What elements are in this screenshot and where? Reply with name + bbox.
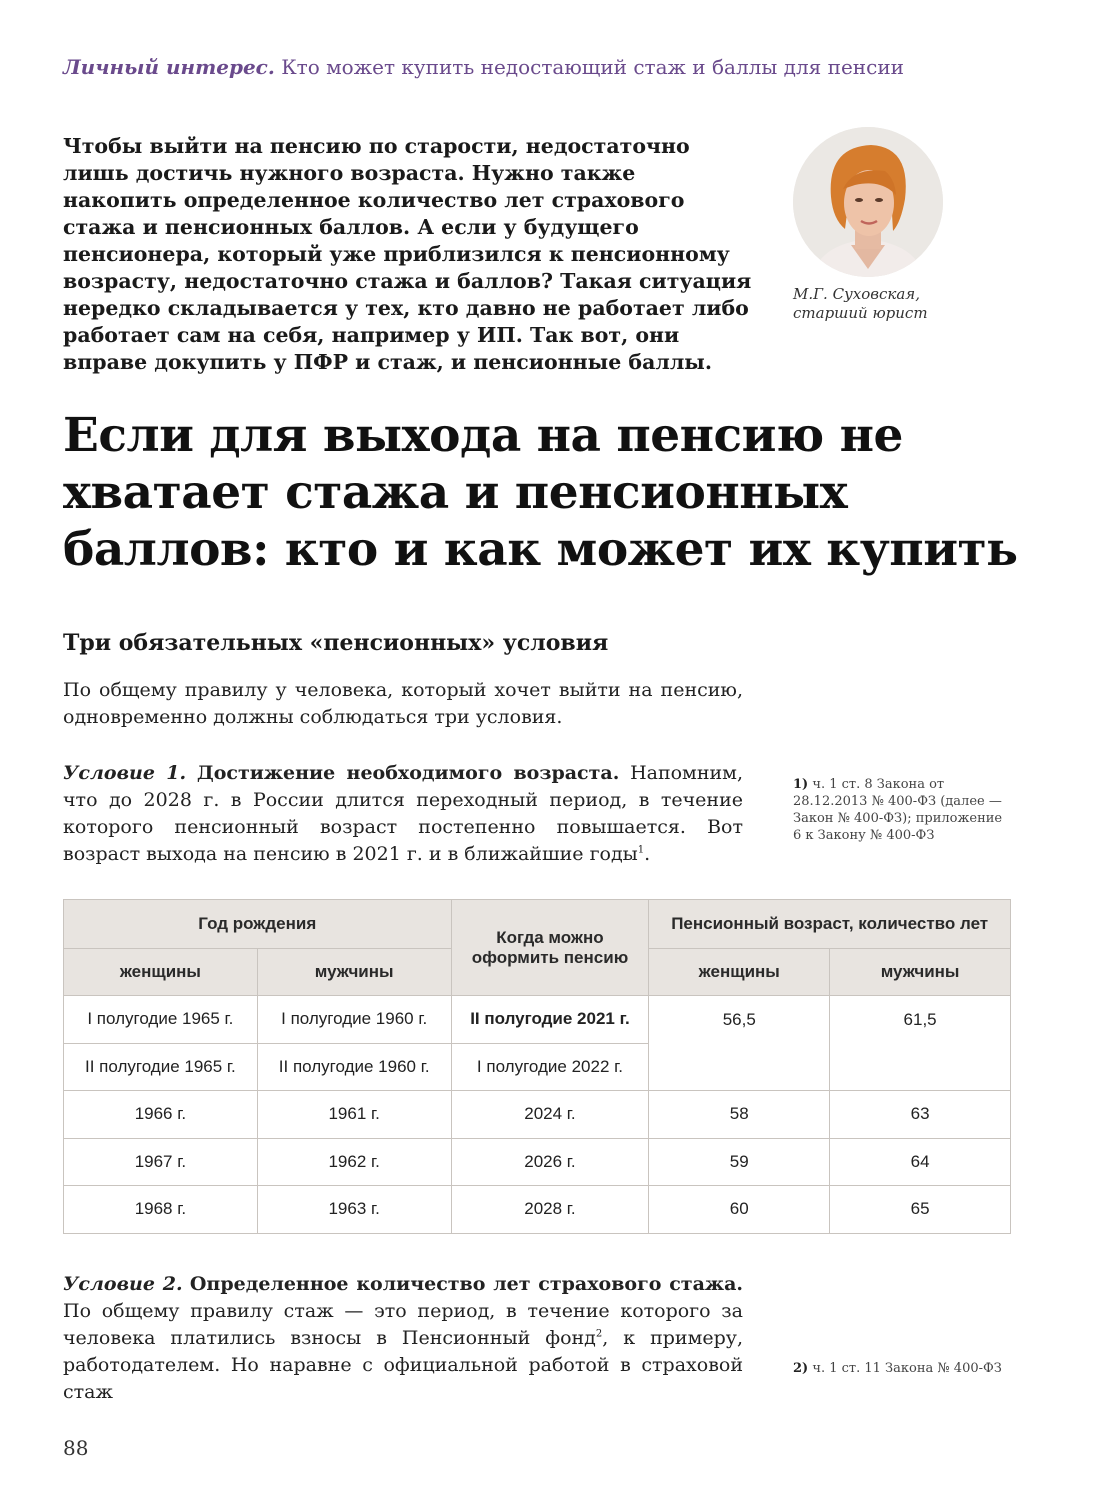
header-pension-age: Пенсионный возраст, количество лет bbox=[649, 900, 1011, 949]
header-birth-women: женщины bbox=[64, 949, 258, 996]
condition2-text-2: , к примеру, работодателем. Но наравне с официальной работой в страховой стаж bbox=[63, 1327, 743, 1403]
author-role: старший юрист bbox=[793, 304, 928, 322]
running-header bbox=[63, 55, 904, 79]
footnote-1-text: ч. 1 ст. 8 Закона от 28.12.2013 № 400-ФЗ (далее — Закон № 400-ФЗ); приложение 6 к Закону № 400-ФЗ bbox=[793, 777, 1003, 843]
header-birth-men: мужчины bbox=[257, 949, 451, 996]
cell-age-women: 58 bbox=[649, 1091, 830, 1139]
cell-age-women: 60 bbox=[649, 1186, 830, 1234]
footnote-1-number: 1) bbox=[793, 777, 809, 792]
condition1-label: Условие 1. bbox=[63, 762, 187, 784]
header-label: Личный интерес. bbox=[63, 55, 275, 79]
article-title: Если для выхода на пенсию не хватает стажа и пенсионных баллов: кто и как может их купить bbox=[63, 408, 1018, 577]
footnote-2 bbox=[793, 1360, 1003, 1377]
condition2-paragraph bbox=[63, 1271, 743, 1406]
cell-men-birth: 1961 г. bbox=[257, 1091, 451, 1139]
condition2-label: Условие 2. bbox=[63, 1273, 183, 1295]
portrait-illustration bbox=[793, 127, 943, 277]
condition2-text: По общему правилу стаж — это период, в течение которого за человека платились взносы в Пенсионный фонд bbox=[63, 1300, 743, 1349]
header-age-men: мужчины bbox=[830, 949, 1011, 996]
page-number: 88 bbox=[63, 1436, 89, 1460]
intro-paragraph: По общему правилу у человека, который хочет выйти на пенсию, одновременно должны соблюдаться три условия. bbox=[63, 679, 743, 728]
cell-age-women: 56,5 bbox=[649, 996, 830, 1091]
table-row bbox=[64, 1186, 1011, 1234]
pension-age-table bbox=[63, 899, 1011, 1234]
cell-when: II полугодие 2021 г. bbox=[451, 996, 649, 1044]
cell-when: I полугодие 2022 г. bbox=[451, 1043, 649, 1091]
table-row bbox=[64, 1138, 1011, 1186]
cell-women-birth: II полугодие 1965 г. bbox=[64, 1043, 258, 1091]
condition1-text: Напомним, что до 2028 г. в России длится переходный период, в течение которого пенсионный возраст постепенно повышается. Вот возраст выхода на пенсию в 2021 г. и в ближайшие годы bbox=[63, 762, 743, 865]
footnote-ref-1[interactable]: 1 bbox=[637, 844, 645, 856]
author-name: М.Г. Суховская, bbox=[793, 285, 920, 303]
author-caption bbox=[793, 285, 993, 323]
cell-age-women: 59 bbox=[649, 1138, 830, 1186]
lead-paragraph: Чтобы выйти на пенсию по старости, недостаточно лишь достичь нужного возраста. Нужно также накопить определенное количество лет страхового стажа и пенсионных баллов. А если у будущего пенсионера, который уже приблизился к пенсионному возрасту, недостаточно стажа и баллов? Такая ситуация нередко складывается у тех, кто давно не работает либо работает сам на себя, например у ИП. Так вот, они вправе докупить у ПФР и стаж, и пенсионные баллы. bbox=[63, 134, 752, 374]
cell-women-birth: I полугодие 1965 г. bbox=[64, 996, 258, 1044]
cell-age-men: 65 bbox=[830, 1186, 1011, 1234]
footnote-1 bbox=[793, 776, 1003, 844]
cell-men-birth: I полугодие 1960 г. bbox=[257, 996, 451, 1044]
header-text: Кто может купить недостающий стаж и баллы для пенсии bbox=[281, 55, 904, 79]
cell-when: 2026 г. bbox=[451, 1138, 649, 1186]
condition1-heading: Достижение необходимого возраста. bbox=[196, 762, 620, 784]
condition1-end: . bbox=[644, 843, 651, 865]
table-row bbox=[64, 996, 1011, 1044]
cell-age-men: 61,5 bbox=[830, 996, 1011, 1091]
cell-men-birth: II полугодие 1960 г. bbox=[257, 1043, 451, 1091]
header-birth-year: Год рождения bbox=[64, 900, 452, 949]
table-row bbox=[64, 1091, 1011, 1139]
condition2-heading: Определенное количество лет страхового стажа. bbox=[189, 1273, 743, 1295]
author-photo bbox=[793, 127, 943, 277]
cell-women-birth: 1967 г. bbox=[64, 1138, 258, 1186]
cell-men-birth: 1963 г. bbox=[257, 1186, 451, 1234]
header-when: Когда можно оформить пенсию bbox=[451, 900, 649, 996]
cell-when: 2024 г. bbox=[451, 1091, 649, 1139]
cell-age-men: 63 bbox=[830, 1091, 1011, 1139]
cell-age-men: 64 bbox=[830, 1138, 1011, 1186]
header-age-women: женщины bbox=[649, 949, 830, 996]
cell-women-birth: 1968 г. bbox=[64, 1186, 258, 1234]
cell-men-birth: 1962 г. bbox=[257, 1138, 451, 1186]
cell-when: 2028 г. bbox=[451, 1186, 649, 1234]
condition1-paragraph bbox=[63, 760, 743, 868]
footnote-2-number: 2) bbox=[793, 1361, 809, 1376]
cell-women-birth: 1966 г. bbox=[64, 1091, 258, 1139]
footnote-2-text: ч. 1 ст. 11 Закона № 400-ФЗ bbox=[812, 1361, 1002, 1376]
footnote-ref-2[interactable]: 2 bbox=[595, 1328, 603, 1340]
section-title: Три обязательных «пенсионных» условия bbox=[63, 630, 609, 656]
